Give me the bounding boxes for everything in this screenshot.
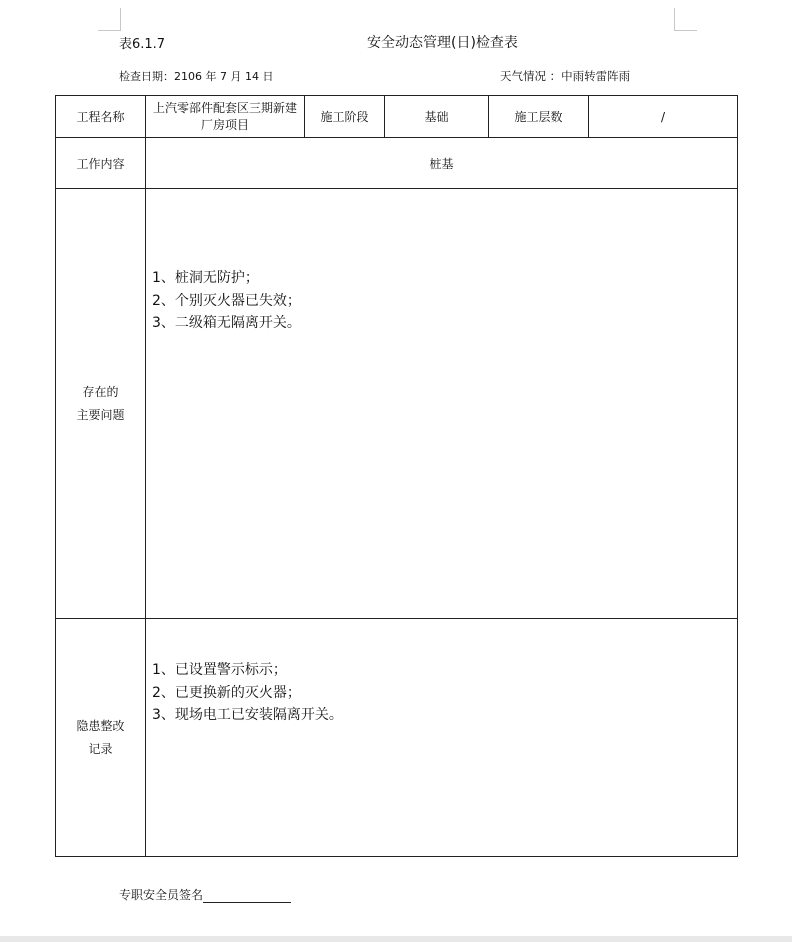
issues-label-line1: 存在的 (82, 384, 119, 399)
construction-floors-label: 施工层数 (489, 96, 589, 138)
construction-stage-value: 基础 (385, 96, 489, 138)
table-row-rectification (56, 619, 738, 857)
signature-label: 专职安全员签名 (119, 888, 204, 902)
document-title: 安全动态管理(日)检查表 (367, 35, 518, 51)
weather-value: 中雨转雷阵雨 (561, 69, 631, 83)
inspection-table (55, 95, 738, 857)
project-name-label: 工程名称 (56, 96, 146, 138)
rectification-list (152, 659, 343, 727)
project-name-line1: 上汽零部件配套区三期新建 (152, 100, 297, 115)
table-row-work-content (56, 138, 738, 189)
table-row-project (56, 96, 738, 138)
table-row-issues (56, 189, 738, 619)
issues-content (146, 189, 738, 619)
issues-label-line2: 主要问题 (76, 407, 125, 422)
inspection-date-value: 2106 年 7 月 14 日 (174, 70, 274, 83)
rectification-content (146, 619, 738, 857)
weather-label: 天气情况 ： (500, 69, 562, 83)
project-name-value (146, 96, 305, 138)
construction-floors-value: / (589, 96, 738, 138)
page-bottom-edge (0, 936, 792, 942)
signature-line (119, 886, 291, 903)
issue-item: 3、二级箱无隔离开关。 (152, 315, 301, 331)
weather-info (500, 68, 630, 84)
page-corner-mark-right (674, 8, 697, 31)
page-corner-mark-left (98, 8, 121, 31)
issue-item: 2、个别灭火器已失效； (152, 292, 301, 309)
issues-label (56, 189, 146, 619)
issues-list (152, 267, 301, 335)
work-content-value: 桩基 (146, 138, 738, 189)
construction-stage-label: 施工阶段 (305, 96, 385, 138)
rectification-label (56, 619, 146, 857)
table-number: 表6.1.7 (119, 37, 166, 52)
work-content-label: 工作内容 (56, 138, 146, 189)
inspection-date-label: 检查日期： (119, 70, 174, 83)
signature-blank[interactable] (203, 889, 291, 903)
rectification-item: 3、现场电工已安装隔离开关。 (152, 707, 343, 723)
rectification-label-line1: 隐患整改 (76, 718, 125, 733)
project-name-line2: 厂房项目 (200, 117, 249, 132)
rectification-item: 1、已设置警示标示； (152, 662, 287, 678)
rectification-label-line2: 记录 (88, 741, 113, 756)
inspection-date (119, 68, 273, 84)
rectification-item: 2、已更换新的灭火器； (152, 684, 301, 701)
issue-item: 1、桩洞无防护； (152, 270, 259, 286)
